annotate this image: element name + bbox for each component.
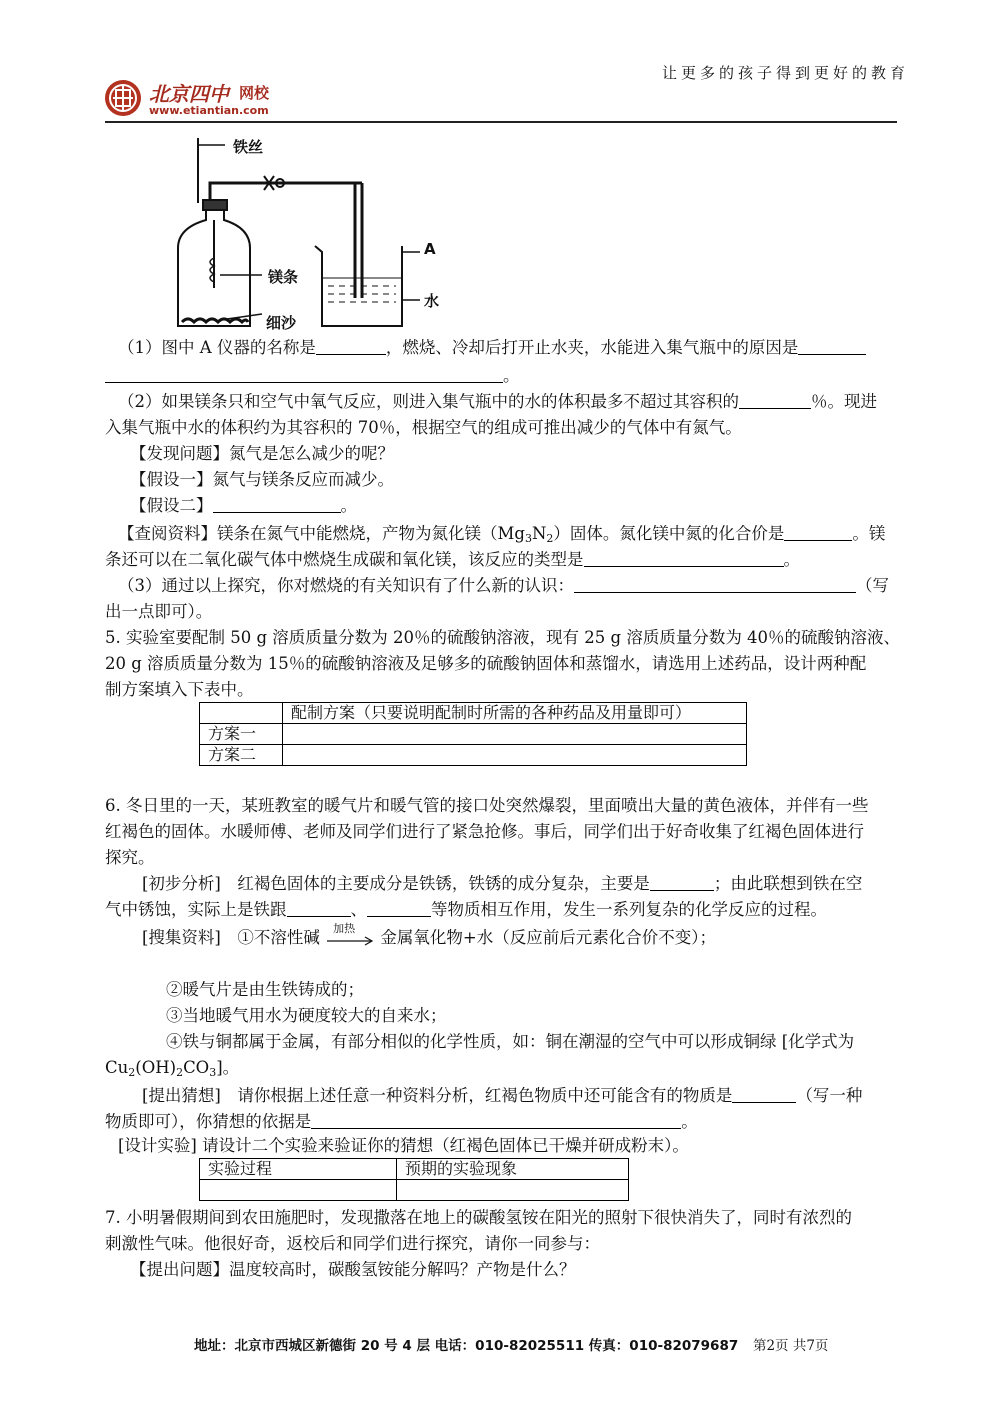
q4-part1-line1: （1）图中 A 仪器的名称是 ，燃烧、冷却后打开止水夹，水能进入集气瓶中的原因是 bbox=[118, 336, 866, 360]
footer bbox=[194, 1334, 828, 1354]
q6-item4: ④铁与铜都属于金属，有部分相似的化学性质，如：铜在潮湿的空气中可以形成铜绿 [化学式为 bbox=[166, 1032, 855, 1051]
q5-line3: 制方案填入下表中。 bbox=[105, 680, 254, 699]
q4-part1-line2: 。 bbox=[105, 364, 520, 388]
footer-address: 地址：北京市西城区新德街 20 号 4 层 电话：010-82025511 传真：010-82079687 bbox=[194, 1338, 739, 1354]
q7-line2: 刺激性气味。他很好奇，返校后和同学们进行探究，请你一同参与： bbox=[105, 1234, 600, 1253]
q6-analysis-line2: 气中锈蚀，实际上是铁跟 、 等物质相互作用，发生一系列复杂的化学反应的过程。 bbox=[105, 900, 827, 919]
q6-col-phenomenon: 预期的实验现象 bbox=[397, 1159, 629, 1180]
footer-page-number: 第2页 共7页 bbox=[752, 1338, 829, 1354]
logo-emblem-icon bbox=[103, 78, 143, 118]
table-row bbox=[200, 1159, 629, 1180]
label-magnesium: 镁条 bbox=[268, 268, 299, 286]
q5-plan-table bbox=[199, 702, 747, 766]
q5-line2: 20 g 溶质质量分数为 15％的硫酸钠溶液及足够多的硫酸钠固体和蒸馏水，请选用上述药品，设计两种配 bbox=[105, 654, 867, 673]
q6-collect-line: [搜集资料] ①不溶性碱 加热 金属氧化物+水（反应前后元素化合价不变）； bbox=[142, 922, 716, 947]
header-divider bbox=[105, 121, 897, 123]
q6-line1: 6. 冬日里的一天，某班教室的暖气片和暖气管的接口处突然爆裂，里面喷出大量的黄色液体，并伴有一些 bbox=[105, 796, 869, 815]
q4-part3-line1: （3）通过以上探究，你对燃烧的有关知识有了什么新的认识： （写 bbox=[118, 576, 889, 595]
logo-suffix: 网校 bbox=[239, 84, 270, 102]
q5-row-label: 方案一 bbox=[200, 724, 283, 745]
q7-line3: 【提出问题】温度较高时，碳酸氢铵能分解吗？产物是什么？ bbox=[130, 1260, 576, 1279]
apparatus-diagram bbox=[170, 128, 460, 338]
q6-formula: $Cu_2(OH)_2CO_3$]。 bbox=[105, 1058, 240, 1079]
header-slogan: 让更多的孩子得到更好的教育 bbox=[662, 64, 910, 82]
heating-arrow: 加热 bbox=[325, 927, 375, 947]
label-water: 水 bbox=[424, 292, 440, 310]
label-wire: 铁丝 bbox=[233, 138, 264, 156]
q4-part2-line1: （2）如果镁条只和空气中氧气反应，则进入集气瓶中的水的体积最多不超过其容积的 ％。现进 bbox=[118, 392, 877, 411]
q6-line2: 红褐色的固体。水暖师傅、老师及同学们进行了紧急抢修。事后，同学们出于好奇收集了红褐色固体进行 bbox=[105, 822, 864, 841]
q6-guess-line2: 物质即可），你猜想的依据是 。 bbox=[105, 1112, 698, 1131]
q5-row-label: 方案二 bbox=[200, 745, 283, 766]
q4-part3-line2: 出一点即可）。 bbox=[105, 602, 213, 621]
q6-item2: ②暖气片是由生铁铸成的； bbox=[166, 980, 364, 999]
logo-url: www.etiantian.com bbox=[149, 104, 269, 117]
label-a: A bbox=[424, 240, 436, 258]
logo-name: 北京四中 bbox=[149, 82, 229, 106]
q7-line1: 7. 小明暑假期间到农田施肥时，发现撒落在地上的碳酸氢铵在阳光的照射下很快消失了，同时有浓烈的 bbox=[105, 1208, 852, 1227]
table-row bbox=[200, 1180, 629, 1201]
q5-table-header: 配制方案（只要说明配制时所需的各种药品及用量即可） bbox=[283, 703, 747, 724]
q4-hypothesis1: 【假设一】氮气与镁条反应而减少。 bbox=[130, 470, 394, 489]
q6-col-process: 实验过程 bbox=[200, 1159, 397, 1180]
q5-line1: 5. 实验室要配制 50 g 溶质质量分数为 20％的硫酸钠溶液，现有 25 g 溶质质量分数为 40％的硫酸钠溶液、 bbox=[105, 628, 901, 647]
table-row bbox=[200, 745, 747, 766]
q6-item3: ③当地暖气用水为硬度较大的自来水； bbox=[166, 1006, 447, 1025]
q6-analysis-line1: [初步分析] 红褐色固体的主要成分是铁锈，铁锈的成分复杂，主要是 ；由此联想到铁在空 bbox=[142, 874, 863, 893]
q6-experiment-table bbox=[199, 1158, 629, 1201]
q6-process-cell[interactable] bbox=[200, 1180, 397, 1201]
q6-design: [设计实验] 请设计二个实验来验证你的猜想（红褐色固体已干燥并研成粉末）。 bbox=[118, 1136, 689, 1155]
q4-part2-line2: 入集气瓶中水的体积约为其容积的 70％，根据空气的组成可推出减少的气体中有氮气。 bbox=[105, 418, 742, 437]
q6-guess-line1: [提出猜想] 请你根据上述任意一种资料分析，红褐色物质中还可能含有的物质是 （写一种 bbox=[142, 1086, 863, 1105]
logo bbox=[103, 76, 293, 120]
q5-plan2-cell[interactable] bbox=[283, 745, 747, 766]
q4-reference-line1: 【查阅资料】镁条在氮气中能燃烧，产物为氮化镁$(Mg_3N_2)$固体。氮化镁中氮的化合价是 。镁 bbox=[118, 524, 886, 545]
q5-plan1-cell[interactable] bbox=[283, 724, 747, 745]
q4-reference-line2: 条还可以在二氧化碳气体中燃烧生成碳和氧化镁，该反应的类型是 。 bbox=[105, 550, 800, 569]
table-row bbox=[200, 703, 747, 724]
q6-phenomenon-cell[interactable] bbox=[397, 1180, 629, 1201]
table-row bbox=[200, 724, 747, 745]
q6-line3: 探究。 bbox=[105, 848, 155, 867]
label-sand: 细沙 bbox=[266, 314, 297, 332]
q4-discover: 【发现问题】氮气是怎么减少的呢？ bbox=[130, 444, 394, 463]
q4-hypothesis2: 【假设二】 。 bbox=[130, 496, 357, 515]
